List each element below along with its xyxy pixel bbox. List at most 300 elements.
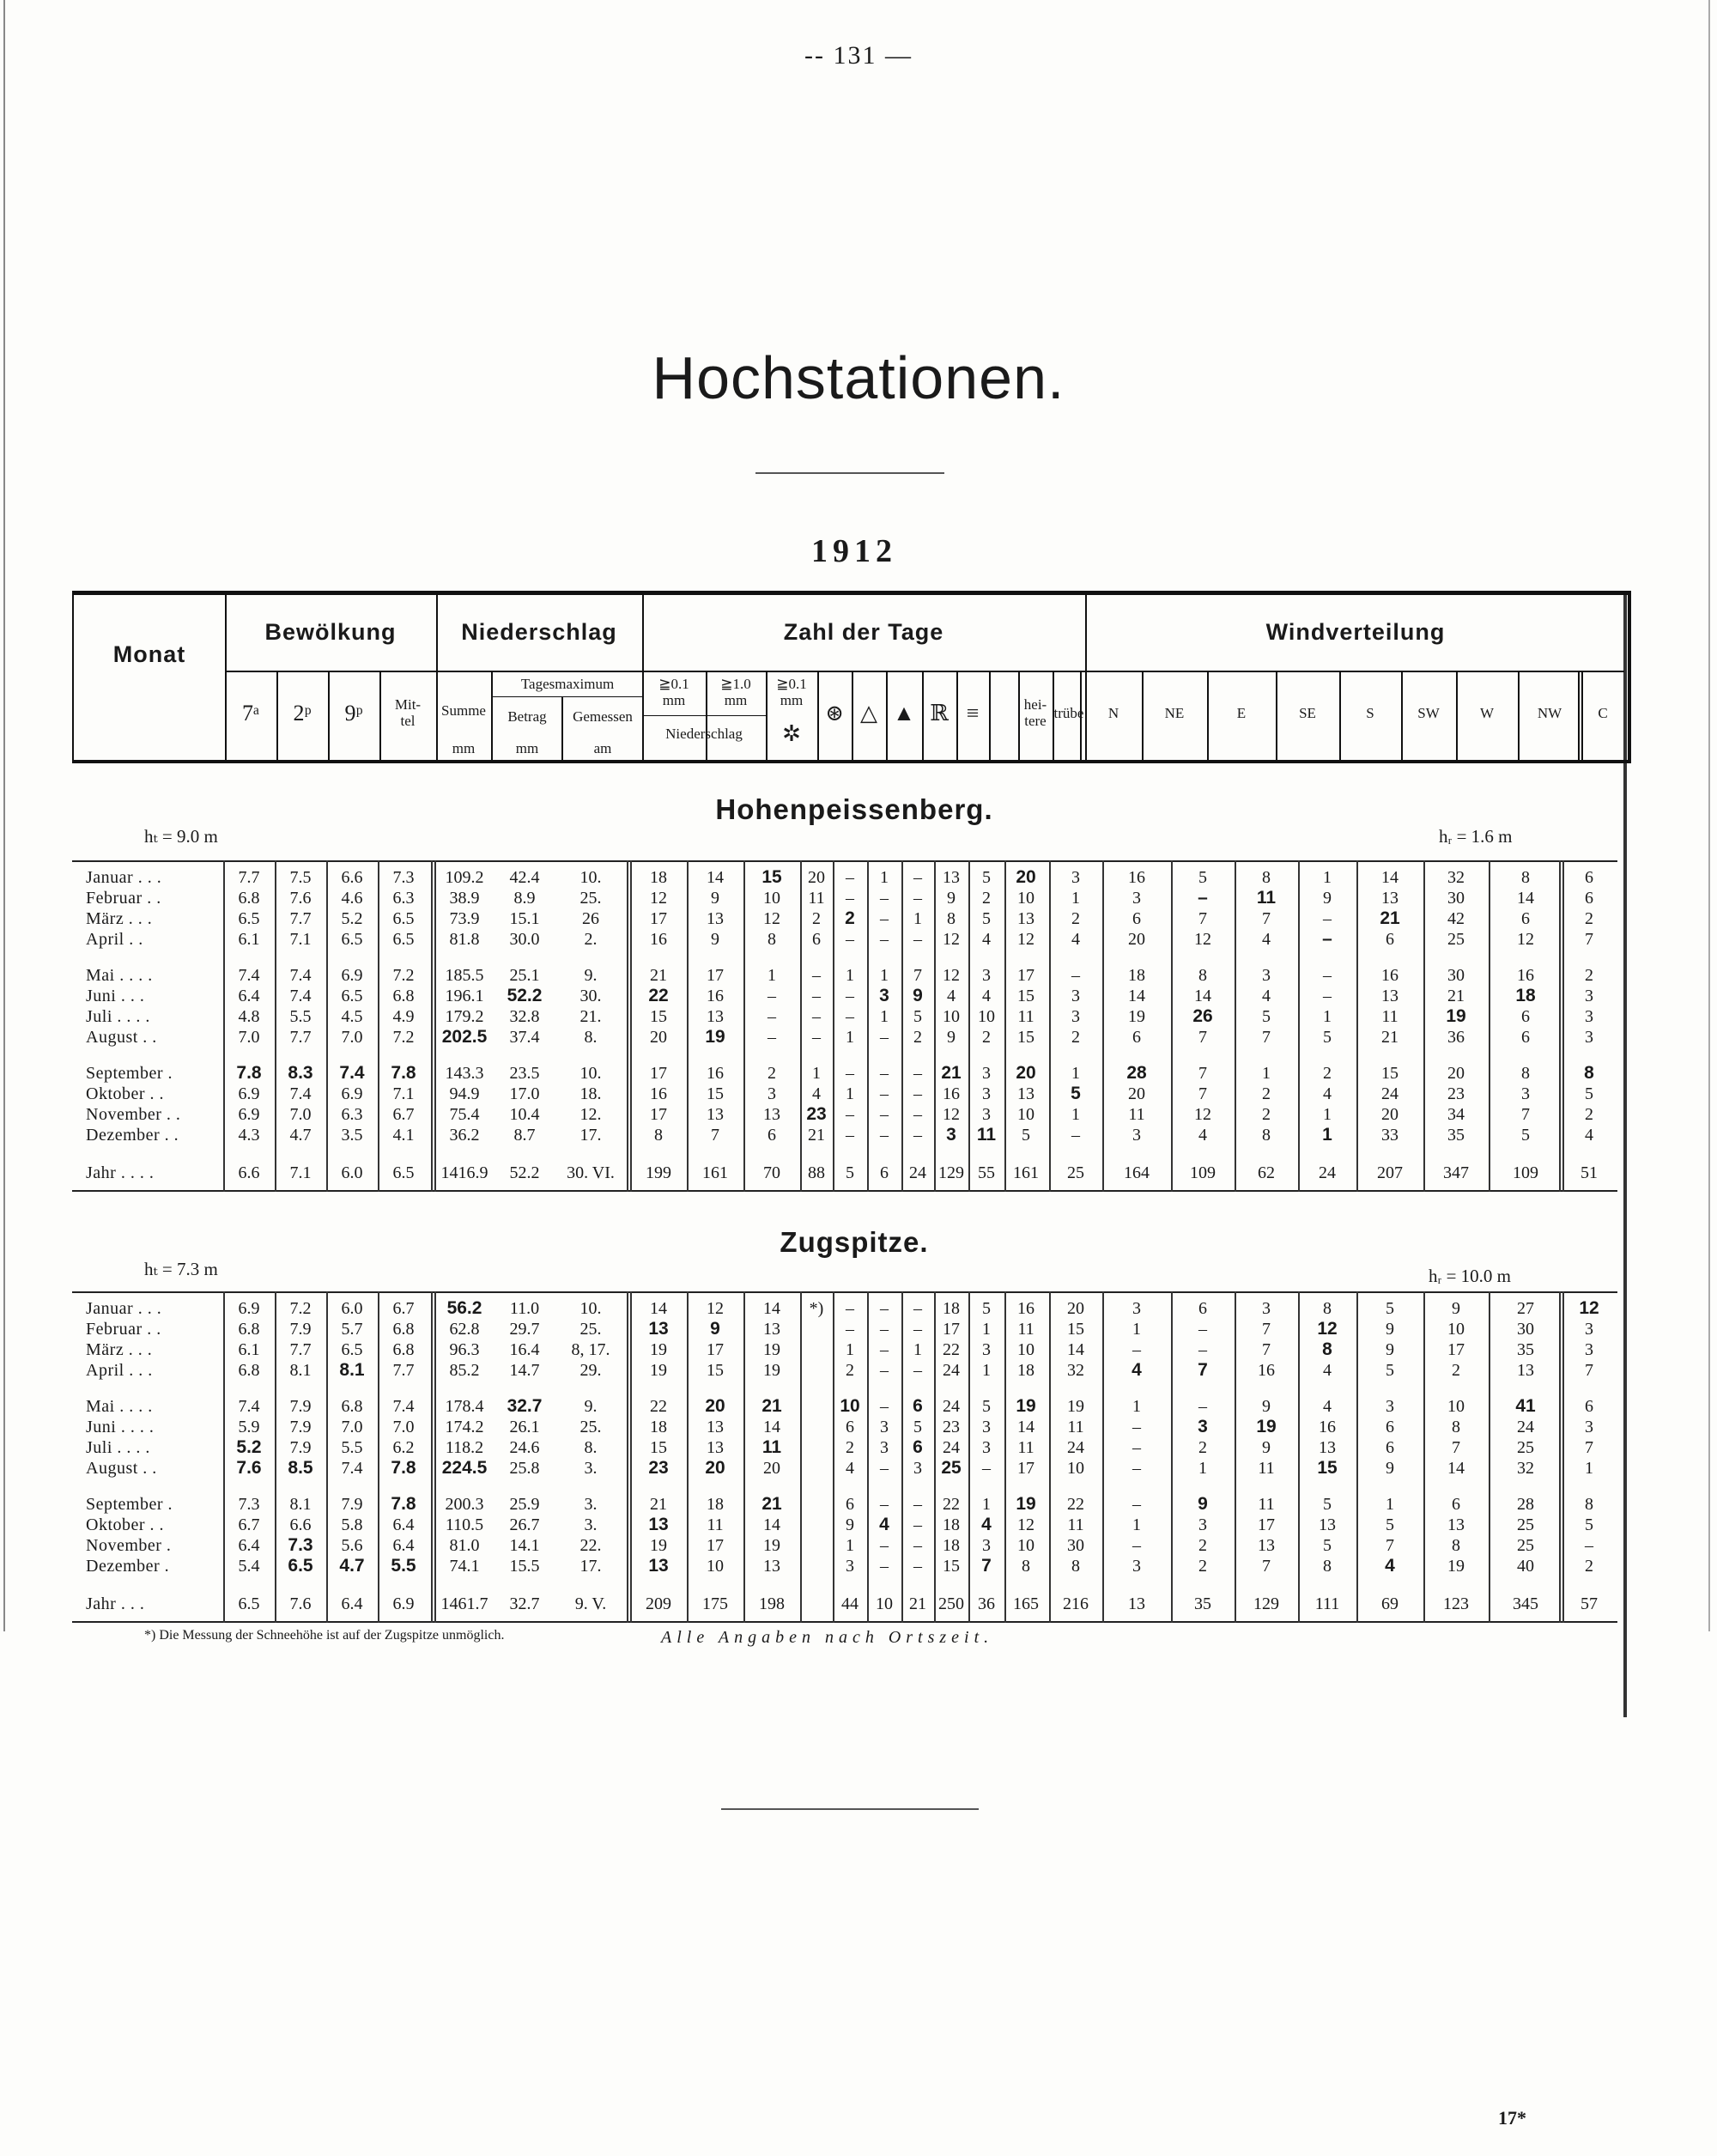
data-cell: 13 bbox=[1381, 987, 1398, 1005]
data-cell: 8 bbox=[1022, 1557, 1030, 1576]
data-cell: 7.8 bbox=[391, 1063, 416, 1083]
data-cell: 30 bbox=[1517, 1320, 1534, 1339]
bottom-divider bbox=[721, 1808, 979, 1810]
table-row bbox=[72, 1319, 1617, 1339]
data-cell: – bbox=[767, 1007, 776, 1026]
header-subrow-rule bbox=[225, 671, 1624, 672]
data-cell bbox=[800, 1515, 833, 1535]
data-cell: 3. bbox=[584, 1495, 598, 1514]
data-cell: 96.3 bbox=[449, 1340, 480, 1359]
data-cell: 16 bbox=[707, 1064, 724, 1083]
data-cell: – bbox=[812, 987, 821, 1005]
data-cell: 4 bbox=[1323, 1084, 1332, 1103]
data-cell: 4 bbox=[1385, 1556, 1395, 1576]
data-cell bbox=[800, 1535, 833, 1556]
data-cell: 21 bbox=[761, 1494, 782, 1514]
data-cell: 8 bbox=[1071, 1557, 1080, 1576]
data-cell: 7 bbox=[1521, 1105, 1530, 1124]
data-cell: 11 bbox=[1017, 1438, 1034, 1457]
data-cell: 12 bbox=[943, 930, 960, 949]
data-cell: 12 bbox=[1517, 930, 1534, 949]
header-niederschlag-label: Niederschlag bbox=[665, 725, 743, 742]
data-cell: 2 bbox=[1585, 1105, 1593, 1124]
data-cell: 23 bbox=[1447, 1084, 1465, 1103]
month-label: Dezember . . bbox=[86, 1126, 179, 1145]
data-cell: 9 bbox=[1198, 1494, 1208, 1514]
data-cell: 1 bbox=[1071, 1105, 1080, 1124]
header-wind-c: C bbox=[1598, 704, 1608, 721]
data-cell: 10 bbox=[707, 1557, 724, 1576]
data-cell: 42 bbox=[1447, 909, 1465, 928]
data-cell: 3 bbox=[1585, 1340, 1593, 1359]
data-cell: 2 bbox=[982, 1028, 991, 1047]
data-cell: 24 bbox=[943, 1438, 960, 1457]
data-cell: 36 bbox=[978, 1594, 995, 1613]
data-cell: – bbox=[880, 930, 889, 949]
right-edge-line bbox=[1708, 0, 1710, 1631]
data-cell: 6.9 bbox=[238, 1084, 260, 1103]
header-threshold-01: ≧0.1 mm bbox=[658, 676, 689, 708]
data-cell: 7.0 bbox=[238, 1028, 260, 1047]
data-cell: 6.3 bbox=[392, 889, 415, 908]
data-cell: – bbox=[1071, 966, 1080, 985]
data-cell: 7.2 bbox=[392, 1028, 415, 1047]
data-cell: 7.0 bbox=[341, 1028, 363, 1047]
data-cell bbox=[800, 1360, 833, 1381]
data-cell: 16.4 bbox=[509, 1340, 540, 1359]
data-cell: 21 bbox=[1447, 987, 1465, 1005]
data-cell: 3 bbox=[1132, 1299, 1141, 1318]
data-cell: – bbox=[1071, 1126, 1080, 1145]
data-cell: 10.4 bbox=[509, 1105, 540, 1124]
data-cell: 30 bbox=[1447, 889, 1465, 908]
header-summe: Summe bbox=[441, 701, 486, 719]
data-cell: – bbox=[1132, 1459, 1141, 1478]
data-cell: 26 bbox=[582, 909, 599, 928]
data-cell: 1 bbox=[1071, 889, 1080, 908]
data-cell: 6.8 bbox=[238, 1361, 260, 1380]
data-cell: 7.8 bbox=[391, 1458, 416, 1478]
data-cell: 16 bbox=[1319, 1418, 1336, 1436]
data-cell: 36.2 bbox=[449, 1126, 480, 1145]
data-cell: 5.5 bbox=[289, 1007, 312, 1026]
data-cell: 5.2 bbox=[236, 1437, 262, 1457]
data-cell: 7.9 bbox=[341, 1495, 363, 1514]
data-cell: 14.1 bbox=[509, 1536, 540, 1555]
data-cell: – bbox=[846, 1320, 854, 1339]
data-cell: 36 bbox=[1447, 1028, 1465, 1047]
data-cell: 7.4 bbox=[339, 1063, 365, 1083]
data-cell: 6 bbox=[1585, 1397, 1593, 1416]
year-heading: 1912 bbox=[811, 533, 897, 569]
data-cell: 17 bbox=[650, 1105, 667, 1124]
data-cell: 18 bbox=[650, 1418, 667, 1436]
data-cell: 15 bbox=[1317, 1458, 1338, 1478]
data-cell: 16 bbox=[1381, 966, 1398, 985]
data-cell: 25. bbox=[579, 1418, 602, 1436]
table-bottom-rule bbox=[72, 1190, 1617, 1192]
data-cell: 3 bbox=[1132, 1126, 1141, 1145]
data-cell: 3 bbox=[880, 1418, 889, 1436]
data-cell: 2 bbox=[846, 1361, 854, 1380]
data-cell: 6 bbox=[1521, 909, 1530, 928]
data-cell: 6 bbox=[913, 1437, 923, 1457]
data-cell: 7 bbox=[1585, 930, 1593, 949]
data-cell: 3 bbox=[982, 966, 991, 985]
month-label: Juli . . . . bbox=[86, 1438, 150, 1457]
data-cell: – bbox=[880, 889, 889, 908]
data-cell: 13 bbox=[1017, 909, 1034, 928]
data-cell: 4 bbox=[1132, 1360, 1142, 1380]
data-cell: 6.9 bbox=[238, 1299, 260, 1318]
data-cell: 35 bbox=[1194, 1594, 1211, 1613]
data-cell: 14 bbox=[1194, 987, 1211, 1005]
data-cell: 30. bbox=[579, 987, 602, 1005]
data-cell: 18 bbox=[707, 1495, 724, 1514]
data-cell: 6 bbox=[913, 1396, 923, 1416]
table-row bbox=[72, 1006, 1617, 1027]
data-cell: 9 bbox=[710, 1319, 720, 1339]
data-cell: 1 bbox=[846, 1084, 854, 1103]
data-cell: 17 bbox=[707, 1536, 724, 1555]
data-cell: 174.2 bbox=[445, 1418, 484, 1436]
data-cell: – bbox=[982, 1459, 991, 1478]
data-cell: 6 bbox=[1198, 1299, 1207, 1318]
table-row bbox=[72, 1437, 1617, 1458]
data-cell: 16 bbox=[1258, 1361, 1275, 1380]
data-cell: 13 bbox=[648, 1515, 669, 1534]
data-cell: 4 bbox=[982, 930, 991, 949]
data-cell: 32.7 bbox=[509, 1594, 540, 1613]
data-cell: 85.2 bbox=[449, 1361, 480, 1380]
data-cell: 9 bbox=[913, 986, 923, 1005]
data-cell: 8.3 bbox=[288, 1063, 313, 1083]
data-cell: 10 bbox=[1017, 1340, 1034, 1359]
month-label: Januar . . . bbox=[86, 868, 162, 887]
data-cell: 81.0 bbox=[449, 1536, 480, 1555]
data-cell: 2 bbox=[1585, 966, 1593, 985]
data-cell: 17 bbox=[1017, 966, 1034, 985]
data-cell: – bbox=[913, 1361, 922, 1380]
station-table-zugspitze bbox=[72, 1291, 1617, 1623]
data-cell: – bbox=[846, 1064, 854, 1083]
data-cell: 13 bbox=[943, 868, 960, 887]
data-cell: 18 bbox=[650, 868, 667, 887]
data-cell: 8 bbox=[1322, 1339, 1332, 1359]
station-table-hohenpeissenberg bbox=[72, 860, 1617, 1192]
header-bew-4: Mit- tel bbox=[394, 696, 422, 729]
data-cell: 109 bbox=[1190, 1163, 1216, 1182]
data-cell: 4 bbox=[947, 987, 956, 1005]
data-cell: 10 bbox=[1017, 889, 1034, 908]
data-cell: 1 bbox=[1132, 1397, 1141, 1416]
data-cell: 7.9 bbox=[289, 1320, 312, 1339]
data-cell: 6 bbox=[846, 1418, 854, 1436]
data-cell: 6 bbox=[1521, 1007, 1530, 1026]
data-cell: 7.4 bbox=[289, 1084, 312, 1103]
data-cell: 12 bbox=[1017, 930, 1034, 949]
data-cell: 33 bbox=[1381, 1126, 1398, 1145]
data-cell: 3 bbox=[1521, 1084, 1530, 1103]
data-cell: 8 bbox=[1452, 1418, 1460, 1436]
data-cell: 7.9 bbox=[289, 1438, 312, 1457]
data-cell: 21. bbox=[579, 1007, 602, 1026]
data-cell bbox=[800, 1556, 833, 1576]
data-cell: 6.1 bbox=[238, 1340, 260, 1359]
page-title: Hochstationen. bbox=[652, 344, 1065, 411]
data-cell: 6.2 bbox=[392, 1438, 415, 1457]
data-cell: 3 bbox=[880, 1438, 889, 1457]
data-cell: 5 bbox=[1022, 1126, 1030, 1145]
data-cell: 6.5 bbox=[238, 1594, 260, 1613]
data-cell: 15 bbox=[650, 1438, 667, 1457]
data-cell: 20 bbox=[1128, 930, 1145, 949]
data-cell: 5 bbox=[846, 1163, 854, 1182]
header-unit-betrag: mm bbox=[515, 739, 539, 756]
data-cell: 8 bbox=[1323, 1299, 1332, 1318]
data-cell: 1 bbox=[846, 1340, 854, 1359]
data-cell: 209 bbox=[646, 1594, 671, 1613]
data-cell: 8 bbox=[1521, 1064, 1530, 1083]
data-cell bbox=[800, 1417, 833, 1437]
data-cell: 3 bbox=[846, 1557, 854, 1576]
data-cell: 18 bbox=[1515, 986, 1536, 1005]
data-cell: 6.4 bbox=[392, 1515, 415, 1534]
data-cell: 5 bbox=[1323, 1495, 1332, 1514]
data-cell: 7.3 bbox=[238, 1495, 260, 1514]
data-cell: – bbox=[880, 1320, 889, 1339]
data-cell: 22 bbox=[943, 1340, 960, 1359]
data-cell: – bbox=[913, 1495, 922, 1514]
data-cell: 6 bbox=[1132, 909, 1141, 928]
data-cell: 8.1 bbox=[289, 1495, 312, 1514]
data-cell: 32 bbox=[1447, 868, 1465, 887]
data-cell: *) bbox=[809, 1299, 824, 1318]
data-cell: 24.6 bbox=[509, 1438, 540, 1457]
data-cell: 7 bbox=[1198, 1064, 1207, 1083]
month-label: November . . bbox=[86, 1105, 181, 1124]
data-cell: 24 bbox=[943, 1361, 960, 1380]
data-cell: 20 bbox=[1067, 1299, 1084, 1318]
data-cell: 4.3 bbox=[238, 1126, 260, 1145]
data-cell: 20 bbox=[705, 1458, 725, 1478]
data-cell bbox=[800, 1339, 833, 1360]
data-cell: 25.9 bbox=[509, 1495, 540, 1514]
data-cell: 10 bbox=[978, 1007, 995, 1026]
data-cell: 3 bbox=[1262, 966, 1271, 985]
data-cell: 1 bbox=[1323, 868, 1332, 887]
data-cell: 9 bbox=[947, 1028, 956, 1047]
data-cell: – bbox=[880, 1299, 889, 1318]
data-cell: 2 bbox=[845, 908, 855, 928]
data-cell: 3 bbox=[982, 1536, 991, 1555]
data-cell: 216 bbox=[1063, 1594, 1089, 1613]
data-cell: 6.8 bbox=[392, 1340, 415, 1359]
data-cell: 7.6 bbox=[289, 1594, 312, 1613]
data-cell: 123 bbox=[1443, 1594, 1469, 1613]
page-number: -- 131 — bbox=[804, 41, 913, 70]
data-cell: 20 bbox=[1128, 1084, 1145, 1103]
data-cell: 55 bbox=[978, 1163, 995, 1182]
data-cell: 24 bbox=[943, 1397, 960, 1416]
data-cell: 21 bbox=[808, 1126, 825, 1145]
table-row bbox=[72, 1084, 1617, 1104]
month-label: März . . . bbox=[86, 1340, 153, 1359]
table-row bbox=[72, 1125, 1617, 1145]
data-cell: 3 bbox=[1132, 889, 1141, 908]
data-cell: 8 bbox=[1452, 1536, 1460, 1555]
data-cell: 52.2 bbox=[509, 1163, 540, 1182]
data-cell: 16 bbox=[707, 987, 724, 1005]
data-cell: 11 bbox=[1256, 888, 1277, 908]
data-cell: 5 bbox=[982, 1397, 991, 1416]
table-row bbox=[72, 1063, 1617, 1084]
data-cell: 5 bbox=[1585, 1084, 1593, 1103]
data-cell: 17 bbox=[707, 966, 724, 985]
data-cell: 2 bbox=[1262, 1105, 1271, 1124]
data-cell: 175 bbox=[702, 1594, 728, 1613]
data-cell: 3 bbox=[1198, 1417, 1208, 1436]
data-cell: 18. bbox=[579, 1084, 602, 1103]
header-col-rule bbox=[989, 672, 991, 760]
data-cell: 32 bbox=[1067, 1361, 1084, 1380]
data-cell: 19 bbox=[1016, 1396, 1036, 1416]
header-group-bewoelkung: Bewölkung bbox=[264, 619, 397, 646]
data-cell: 4 bbox=[981, 1515, 992, 1534]
data-cell: 19 bbox=[1447, 1557, 1465, 1576]
header-threshold-snow: ≧0.1 mm bbox=[776, 676, 807, 708]
data-cell bbox=[800, 1594, 833, 1614]
header-wind-e: E bbox=[1236, 704, 1247, 721]
data-cell: 19 bbox=[705, 1027, 725, 1047]
data-cell: 7.1 bbox=[289, 930, 312, 949]
data-cell: 10. bbox=[579, 1299, 602, 1318]
data-cell: 9. bbox=[584, 1397, 598, 1416]
data-cell: 6.5 bbox=[238, 909, 260, 928]
data-cell: 3 bbox=[1262, 1299, 1271, 1318]
snow-star-icon: ✲ bbox=[782, 720, 801, 746]
header-group-niederschlag: Niederschlag bbox=[461, 619, 617, 646]
data-cell: 6 bbox=[1386, 1418, 1394, 1436]
data-cell: 1 bbox=[1323, 1105, 1332, 1124]
data-cell: 7.7 bbox=[289, 909, 312, 928]
data-cell: 15 bbox=[1017, 987, 1034, 1005]
data-cell: – bbox=[913, 1536, 922, 1555]
header-tagesmax-rule bbox=[493, 696, 642, 697]
data-cell: 8.9 bbox=[513, 889, 536, 908]
data-cell: 8.5 bbox=[288, 1458, 313, 1478]
data-cell: 6.8 bbox=[238, 1320, 260, 1339]
data-cell: 9 bbox=[846, 1515, 854, 1534]
data-cell: 6.8 bbox=[238, 889, 260, 908]
data-cell: 10 bbox=[1017, 1105, 1034, 1124]
data-cell bbox=[800, 1437, 833, 1458]
data-cell: 1 bbox=[846, 966, 854, 985]
data-cell: 9. V. bbox=[574, 1594, 607, 1613]
table-row bbox=[72, 1535, 1617, 1556]
data-cell: 200.3 bbox=[445, 1495, 484, 1514]
data-cell: 7 bbox=[913, 966, 922, 985]
data-cell: 12 bbox=[707, 1299, 724, 1318]
data-cell: 8.7 bbox=[513, 1126, 536, 1145]
data-cell: – bbox=[1132, 1438, 1141, 1457]
month-label: November . bbox=[86, 1536, 172, 1555]
data-cell: 7.4 bbox=[289, 987, 312, 1005]
data-cell: 16 bbox=[1017, 1299, 1034, 1318]
data-cell: 3 bbox=[1071, 868, 1080, 887]
data-cell: 3 bbox=[1585, 1028, 1593, 1047]
table-row bbox=[72, 1104, 1617, 1125]
data-cell: 2 bbox=[1198, 1557, 1207, 1576]
data-cell: 347 bbox=[1443, 1163, 1469, 1182]
data-cell: 7.6 bbox=[289, 889, 312, 908]
graupel-triangle-icon: ▲ bbox=[893, 700, 915, 726]
data-cell: 3 bbox=[946, 1125, 956, 1145]
data-cell: 21 bbox=[650, 1495, 667, 1514]
data-cell: 4 bbox=[982, 987, 991, 1005]
data-cell: 13 bbox=[1017, 1084, 1034, 1103]
month-label: Jahr . . . . bbox=[86, 1163, 155, 1182]
data-cell: 5 bbox=[982, 909, 991, 928]
data-cell: 19 bbox=[1067, 1397, 1084, 1416]
data-cell: 15 bbox=[1017, 1028, 1034, 1047]
data-cell: 9 bbox=[947, 889, 956, 908]
data-cell: 7.9 bbox=[289, 1397, 312, 1416]
header-bew-1: 7ᵃ bbox=[241, 700, 260, 726]
data-cell bbox=[800, 1319, 833, 1339]
data-cell: 10 bbox=[840, 1396, 860, 1416]
data-cell: 7.7 bbox=[392, 1361, 415, 1380]
data-cell: 179.2 bbox=[445, 1007, 484, 1026]
data-cell: – bbox=[913, 1105, 922, 1124]
data-cell: 4.7 bbox=[289, 1126, 312, 1145]
data-cell: – bbox=[880, 1361, 889, 1380]
data-cell: 5 bbox=[1585, 1515, 1593, 1534]
data-cell: 1 bbox=[812, 1064, 821, 1083]
data-cell: 6.4 bbox=[238, 987, 260, 1005]
data-cell: 18 bbox=[943, 1515, 960, 1534]
data-cell: 13 bbox=[707, 1418, 724, 1436]
data-cell: 7.0 bbox=[341, 1418, 363, 1436]
data-cell: 15.1 bbox=[509, 909, 540, 928]
data-cell: 111 bbox=[1314, 1594, 1340, 1613]
table-row-year-total bbox=[72, 1163, 1617, 1183]
data-cell: 17 bbox=[650, 1064, 667, 1083]
data-cell: 13 bbox=[1128, 1594, 1145, 1613]
data-cell: 6.4 bbox=[341, 1594, 363, 1613]
header-wind-ne: NE bbox=[1164, 704, 1185, 721]
data-cell: 2 bbox=[1071, 909, 1080, 928]
data-cell: 74.1 bbox=[449, 1557, 480, 1576]
data-cell: 345 bbox=[1513, 1594, 1538, 1613]
data-cell: 20 bbox=[1381, 1105, 1398, 1124]
data-cell: 35 bbox=[1517, 1340, 1534, 1359]
data-cell: 2 bbox=[1323, 1064, 1332, 1083]
data-cell: 19 bbox=[763, 1536, 780, 1555]
data-cell: 7 bbox=[711, 1126, 719, 1145]
data-cell: 7 bbox=[1262, 1320, 1271, 1339]
data-cell: 23 bbox=[806, 1104, 827, 1124]
data-cell: 22 bbox=[648, 986, 669, 1005]
table-row bbox=[72, 929, 1617, 950]
data-cell: 24 bbox=[909, 1163, 926, 1182]
data-cell: 23 bbox=[943, 1418, 960, 1436]
data-cell: – bbox=[846, 1126, 854, 1145]
data-cell: 3.5 bbox=[341, 1126, 363, 1145]
data-cell: 7.7 bbox=[289, 1340, 312, 1359]
header-bew-2: 2ᵖ bbox=[293, 700, 312, 726]
data-cell: 22 bbox=[943, 1495, 960, 1514]
